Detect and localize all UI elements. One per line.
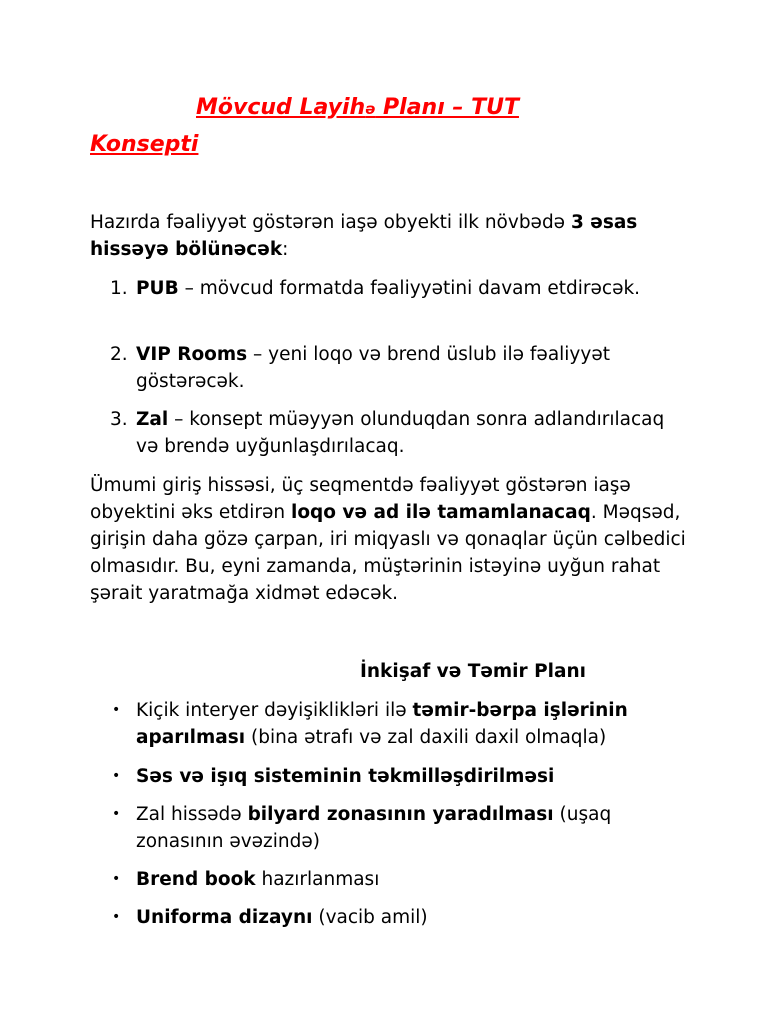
bullet-list-item: • Zal hissədə bilyard zonasının yaradılması (uşaq zonasının əvəzində)	[112, 804, 612, 852]
numbered-list-item: 3. Zal – konsept müəyyən olunduqdan sonra adlandırılacaq və brendə uyğunlaşdırılacaq.	[110, 409, 665, 457]
entrance-paragraph: Ümumi giriş hissəsi, üç seqmentdə fəaliyyət göstərən iaşə obyektini əks etdirən loqo və ad ilə tamamlanacaq. Məqsəd, girişin daha gözə çarpan, iri miqyaslı və qonaqlar üçün cəlbedici olmasıdır. Bu, eyni zamanda, müştərinin istəyinə uyğun rahat şərait yaratmağa xidmət edəcək.	[90, 475, 686, 604]
section-heading: İnkişaf və Təmir Planı	[360, 661, 586, 682]
bullet-list-item: • Kiçik interyer dəyişiklikləri ilə təmir-bərpa işlərinin aparılması (bina ətrafı və zal daxili daxil olmaqla)	[112, 700, 628, 748]
bullet-list-item: • Uniforma dizaynı (vacib amil)	[112, 907, 428, 928]
title-line-1: Mövcud Layihə Planı – TUT	[196, 95, 519, 120]
bullet-list-item: • Səs və işıq sisteminin təkmilləşdirilməsi	[112, 766, 555, 787]
numbered-list-item: 2. VIP Rooms – yeni loqo və brend üslub ilə fəaliyyət göstərəcək.	[110, 344, 610, 392]
document-title	[90, 90, 650, 163]
bullet-list-item: • Brend book hazırlanması	[112, 869, 380, 890]
numbered-list-item: 1. PUB – mövcud formatda fəaliyyətini davam etdirəcək.	[110, 278, 641, 299]
intro-paragraph: Hazırda fəaliyyət göstərən iaşə obyekti ilk növbədə 3 əsas hissəyə bölünəcək:	[90, 212, 638, 260]
title-line-2: Konsepti	[90, 132, 199, 157]
